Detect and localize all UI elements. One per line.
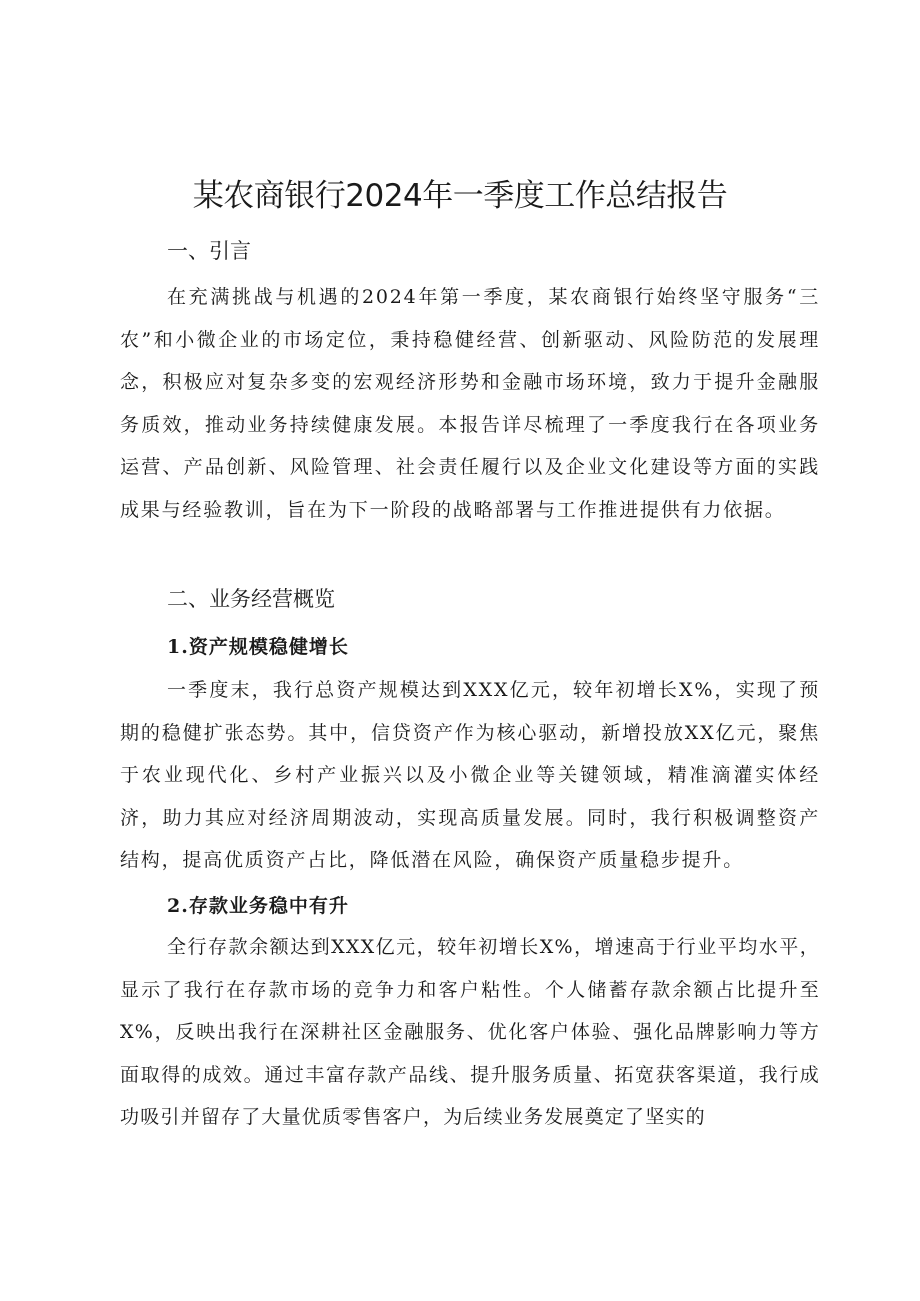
subsection-heading-deposit-business: 2.存款业务稳中有升 [167, 895, 349, 917]
section-heading-business-overview: 二、业务经营概览 [167, 587, 335, 611]
section-heading-introduction: 一、引言 [167, 239, 251, 263]
deposit-business-paragraph: 全行存款余额达到XXX亿元，较年初增长X%，增速高于行业平均水平，显示了我行在存款市场的竞争力和客户粘性。个人储蓄存款余额占比提升至X%，反映出我行在深耕社区金融服务、优化客户体验、强化品牌影响力等方面取得的成效。通过丰富存款产品线、提升服务质量、拓宽获客渠道，我行成功吸引并留存了大量优质零售客户，为后续业务发展奠定了坚实的 [120, 936, 820, 1128]
document-title: 某农商银行2024年一季度工作总结报告 [192, 178, 728, 214]
introduction-paragraph: 在充满挑战与机遇的2024年第一季度，某农商银行始终坚守服务“三农”和小微企业的市场定位，秉持稳健经营、创新驱动、风险防范的发展理念，积极应对复杂多变的宏观经济形势和金融市场环境，致力于提升金融服务质效，推动业务持续健康发展。本报告详尽梳理了一季度我行在各项业务运营、产品创新、风险管理、社会责任履行以及企业文化建设等方面的实践成果与经验教训，旨在为下一阶段的战略部署与工作推进提供有力依据。 [120, 286, 820, 521]
asset-growth-paragraph: 一季度末，我行总资产规模达到XXX亿元，较年初增长X%，实现了预期的稳健扩张态势。其中，信贷资产作为核心驱动，新增投放XX亿元，聚焦于农业现代化、乡村产业振兴以及小微企业等关键领域，精准滴灌实体经济，助力其应对经济周期波动，实现高质量发展。同时，我行积极调整资产结构，提高优质资产占比，降低潜在风险，确保资产质量稳步提升。 [120, 679, 820, 871]
subsection-heading-asset-growth: 1.资产规模稳健增长 [167, 636, 349, 658]
